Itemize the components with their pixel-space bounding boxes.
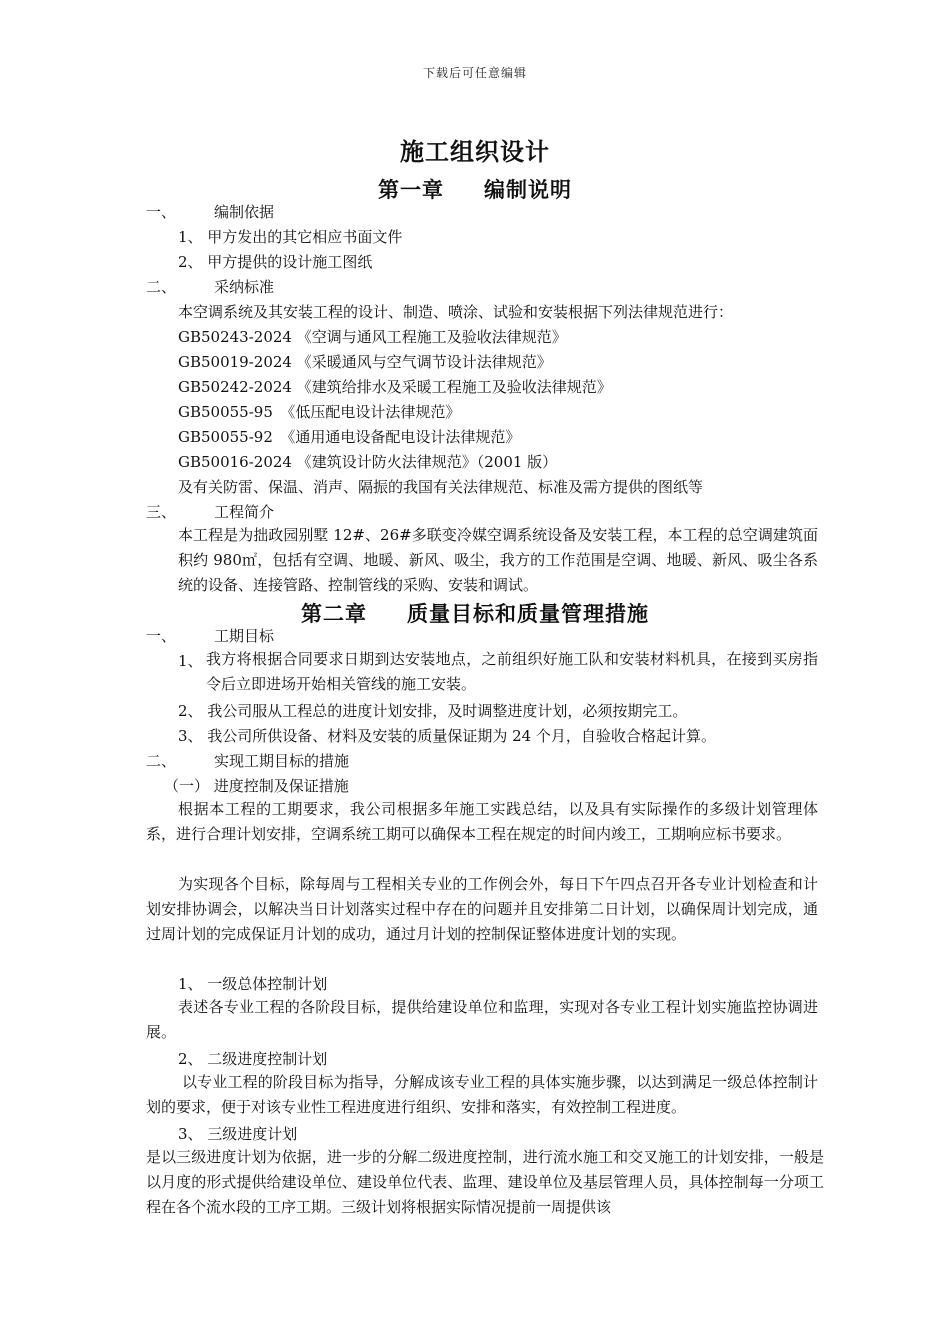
- standard-item: GB50243-2024 《空调与通风工程施工及验收法律规范》: [178, 328, 567, 346]
- list-item: 2、 我公司服从工程总的进度计划安排，及时调整进度计划，必须按期完工。: [178, 702, 688, 720]
- section-heading: 二、 实现工期目标的措施: [146, 752, 350, 770]
- plan-heading: 2、 二级进度控制计划: [178, 1050, 328, 1068]
- paragraph: 根据本工程的工期要求，我公司根据多年施工实践总结，以及具有实际操作的多级计划管理体系，进行合理计划安排，空调系统工期可以确保本工程在规定的时间内竣工，工期响应标书要求。: [146, 800, 818, 843]
- subsection-heading: （一） 进度控制及保证措施: [164, 777, 349, 795]
- chapter-1-number: 第一章: [378, 177, 444, 202]
- list-item-number: 1、: [178, 652, 203, 670]
- chapter-2-heading: [0, 598, 950, 628]
- chapter-2-number: 第二章: [301, 601, 367, 626]
- section-heading: 一、 工期目标: [146, 627, 275, 645]
- list-item: 我方将根据合同要求日期到达安装地点，之前组织好施工队和安装材料机具，在接到买房指令后立即进场开始相关管线的施工安装。: [206, 650, 818, 693]
- chapter-1-name: 编制说明: [484, 177, 572, 202]
- chapter-1-heading: [0, 174, 950, 204]
- list-item: 2、 甲方提供的设计施工图纸: [178, 253, 373, 271]
- standard-item: GB50019-2024 《采暖通风与空气调节设计法律规范》: [178, 353, 552, 371]
- section-heading: 一、 编制依据: [146, 203, 275, 221]
- chapter-2-name: 质量目标和质量管理措施: [407, 601, 649, 626]
- list-item: 3、 我公司所供设备、材料及安装的质量保证期为 24 个月，自验收合格起计算。: [178, 727, 716, 745]
- plan-heading: 3、 三级进度计划: [178, 1125, 298, 1143]
- paragraph: 以专业工程的阶段目标为指导，分解成该专业工程的具体实施步骤，以达到满足一级总体控制计划的要求，便于对该专业性工程进度进行组织、安排和落实，有效控制工程进度。: [146, 1073, 818, 1116]
- standard-item: GB50242-2024 《建筑给排水及采暖工程施工及验收法律规范》: [178, 378, 612, 396]
- section-heading: 三、 工程简介: [146, 503, 275, 521]
- list-item: 1、 甲方发出的其它相应书面文件: [178, 228, 403, 246]
- paragraph: 是以三级进度计划为依据，进一步的分解二级进度控制，进行流水施工和交叉施工的计划安排，一般是以月度的形式提供给建设单位、建设单位代表、监理、建设单位及基层管理人员，具体控制每一分项工程在各个流水段的工序工期。三级计划将根据实际情况提前一周提供该: [146, 1148, 824, 1216]
- standard-item: GB50055-92 《通用通电设备配电设计法律规范》: [178, 428, 521, 446]
- project-overview-paragraph: 本工程是为拙政园别墅 12#、26#多联变冷媒空调系统设备及安装工程，本工程的总空调建筑面积约 980㎡，包括有空调、地暖、新风、吸尘，我方的工作范围是空调、地暖、新风、吸尘各系统的设备、连接管路、控制管线的采购、安装和调试。: [178, 526, 818, 594]
- standard-item: GB50055-95 《低压配电设计法律规范》: [178, 403, 461, 421]
- plan-heading: 1、 一级总体控制计划: [178, 975, 328, 993]
- paragraph: 表述各专业工程的各阶段目标，提供给建设单位和监理，实现对各专业工程计划实施监控协调进展。: [146, 998, 818, 1041]
- header-note: 下载后可任意编辑: [422, 66, 527, 80]
- document-title: 施工组织设计: [400, 137, 550, 166]
- standard-item: 及有关防雷、保温、消声、隔振的我国有关法律规范、标准及需方提供的图纸等: [178, 478, 704, 496]
- standards-intro: 本空调系统及其安装工程的设计、制造、喷涂、试验和安装根据下列法律规范进行：: [178, 303, 734, 321]
- paragraph: 为实现各个目标，除每周与工程相关专业的工作例会外，每日下午四点召开各专业计划检查和计划安排协调会，以解决当日计划落实过程中存在的问题并且安排第二日计划，以确保周计划完成，通过周计划的完成保证月计划的成功，通过月计划的控制保证整体进度计划的实现。: [146, 875, 818, 943]
- section-heading: 二、 采纳标准: [146, 278, 275, 296]
- standard-item: GB50016-2024 《建筑设计防火法律规范》（2001 版）: [178, 453, 558, 471]
